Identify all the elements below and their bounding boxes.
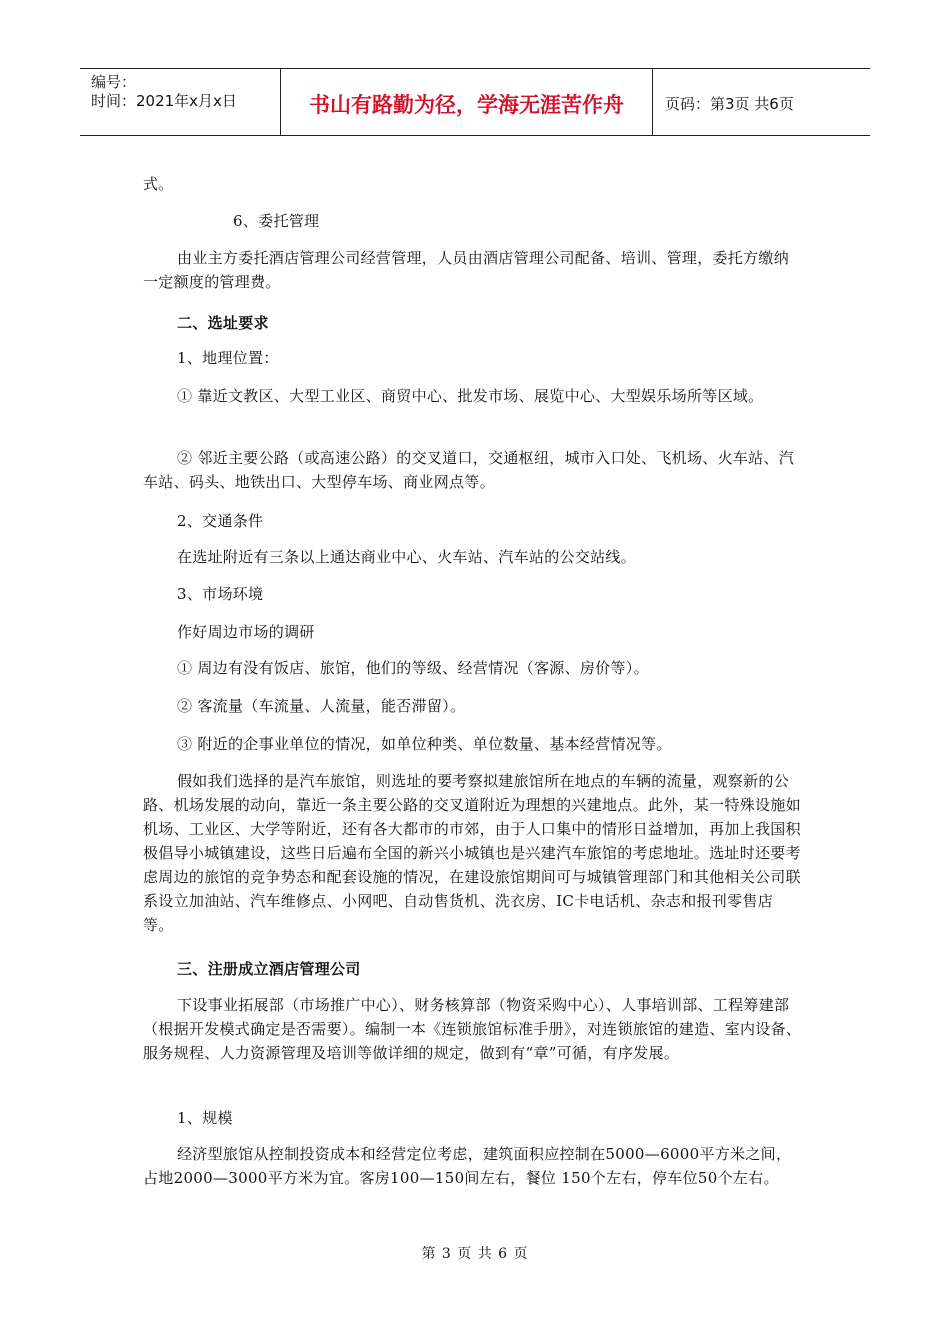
paragraph: ① 靠近文教区、大型工业区、商贸中心、批发市场、展览中心、大型娱乐场所等区域。 <box>177 387 764 405</box>
paragraph: 作好周边市场的调研 <box>177 623 315 641</box>
paragraph: ① 周边有没有饭店、旅馆，他们的等级、经营情况（客源、房价等）。 <box>177 659 649 677</box>
paragraph: 下设事业拓展部（市场推广中心）、财务核算部（物资采购中心）、人事培训部、工程筹建部（根据开发模式确定是否需要）。编制一本《连锁旅馆标准手册》，对连锁旅馆的建造、室内设备、服务规程、人力资源管理及培训等做详细的规定，做到有“章”可循，有序发展。 <box>143 996 802 1062</box>
header-page-info: 页码：第3页 共6页 <box>665 94 794 113</box>
paragraph: 在选址附近有三条以上通达商业中心、火车站、汽车站的公交站线。 <box>177 548 637 566</box>
section-heading: 二、选址要求 <box>177 314 269 332</box>
page-header <box>80 68 870 136</box>
header-meta <box>80 69 281 135</box>
paragraph: 式。 <box>143 175 174 193</box>
paragraph: 由业主方委托酒店管理公司经营管理，人员由酒店管理公司配备、培训、管理，委托方缴纳一定额度的管理费。 <box>143 249 790 291</box>
document-date: 时间：2021年x月x日 <box>91 92 237 110</box>
paragraph: ② 邻近主要公路（或高速公路）的交叉道口，交通枢纽，城市入口处、飞机场、火车站、汽车站、码头、地铁出口、大型停车场、商业网点等。 <box>143 449 795 491</box>
document-number-label: 编号： <box>91 73 137 91</box>
paragraph: 经济型旅馆从控制投资成本和经营定位考虑，建筑面积应控制在5000—6000平方米之间，占地2000—3000平方米为宜。客房100—150间左右，餐位 150个左右，停车位50个左右。 <box>143 1145 792 1187</box>
paragraph: ③ 附近的企事业单位的情况，如单位种类、单位数量、基本经营情况等。 <box>177 735 672 753</box>
section-item: 1、规模 <box>177 1109 233 1127</box>
section-item: 1、地理位置： <box>177 349 279 367</box>
section-item: 3、市场环境 <box>177 585 264 603</box>
paragraph: 假如我们选择的是汽车旅馆，则选址的要考察拟建旅馆所在地点的车辆的流量，观察新的公路、机场发展的动向，靠近一条主要公路的交叉道附近为理想的兴建地点。此外，某一特殊设施如机场、工业区、大学等附近，还有各大都市的市郊，由于人口集中的情形日益增加，再加上我国积极倡导小城镇建设，这些日后遍布全国的新兴小城镇也是兴建汽车旅馆的考虑地址。选址时还要考虑周边的旅馆的竞争势态和配套设施的情况，在建设旅馆期间可与城镇管理部门和其他相关公司联系设立加油站、汽车维修点、小网吧、自动售货机、洗衣房、IC卡电话机、杂志和报刊零售店等。 <box>143 772 801 934</box>
paragraph: ② 客流量（车流量、人流量，能否滞留）。 <box>177 697 466 715</box>
section-item: 2、交通条件 <box>177 512 264 530</box>
section-heading: 三、注册成立酒店管理公司 <box>177 960 361 978</box>
page-footer: 第 3 页 共 6 页 <box>421 1246 529 1262</box>
section-item: 6、委托管理 <box>233 212 320 230</box>
header-motto: 书山有路勤为径，学海无涯苦作舟 <box>281 69 653 135</box>
